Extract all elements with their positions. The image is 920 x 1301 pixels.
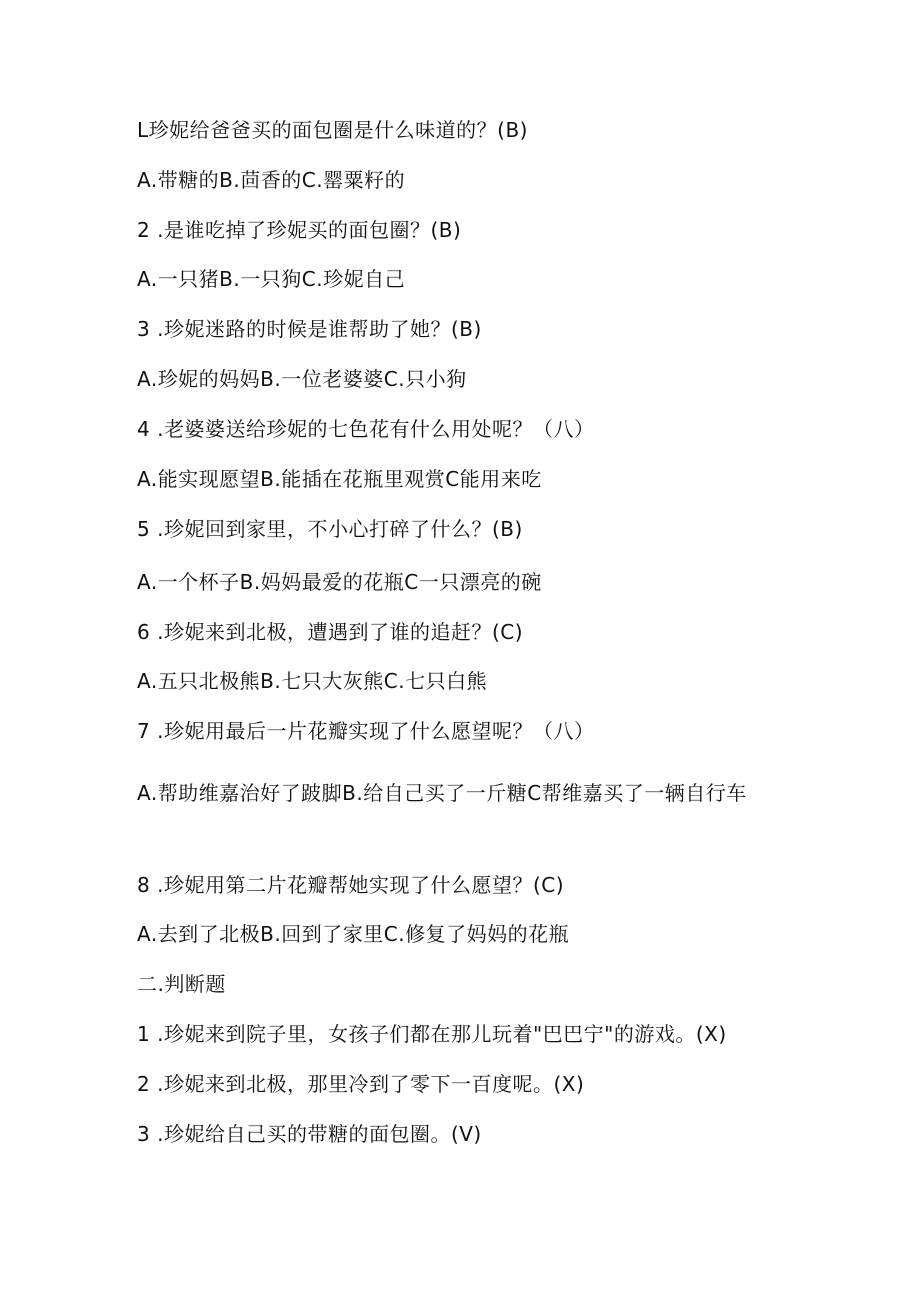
question-4: 4 .老婆婆送给珍妮的七色花有什么用处呢？（八）	[137, 417, 595, 441]
question-8: 8 .珍妮用第二片花瓣帮她实现了什么愿望？(C)	[137, 873, 565, 897]
question-3: 3 .珍妮迷路的时候是谁帮助了她？(B)	[137, 317, 482, 341]
question-2: 2 .是谁吃掉了珍妮买的面包圈？(B)	[137, 218, 462, 242]
options-4: A.能实现愿望B.能插在花瓶里观赏C能用来吃	[137, 467, 542, 491]
section-heading-true-false: 二.判断题	[137, 972, 226, 996]
question-1: L珍妮给爸爸买的面包圈是什么味道的？(B)	[137, 118, 528, 142]
options-2: A.一只猪B.一只狗C.珍妮自己	[137, 267, 406, 291]
judgment-2: 2 .珍妮来到北极，那里冷到了零下一百度呢。(X)	[137, 1072, 585, 1096]
question-6: 6 .珍妮来到北极，遭遇到了谁的追赶？(C)	[137, 620, 524, 644]
options-5: A.一个杯子B.妈妈最爱的花瓶C一只漂亮的碗	[137, 570, 542, 594]
options-8: A.去到了北极B.回到了家里C.修复了妈妈的花瓶	[137, 922, 570, 946]
options-7: A.帮助维嘉治好了跛脚B.给自己买了一斤糖C帮维嘉买了一辆自行车	[137, 781, 747, 805]
options-6: A.五只北极熊B.七只大灰熊C.七只白熊	[137, 669, 488, 693]
options-1: A.带糖的B.茴香的C.罂粟籽的	[137, 168, 406, 192]
judgment-1: 1 .珍妮来到院子里，女孩子们都在那儿玩着"巴巴宁"的游戏。(X)	[137, 1022, 727, 1046]
judgment-3: 3 .珍妮给自己买的带糖的面包圈。(V)	[137, 1122, 482, 1146]
options-3: A.珍妮的妈妈B.一位老婆婆C.只小狗	[137, 367, 467, 391]
question-5: 5 .珍妮回到家里，不小心打碎了什么？(B)	[137, 517, 523, 541]
question-7: 7 .珍妮用最后一片花瓣实现了什么愿望呢？（八）	[137, 719, 595, 743]
